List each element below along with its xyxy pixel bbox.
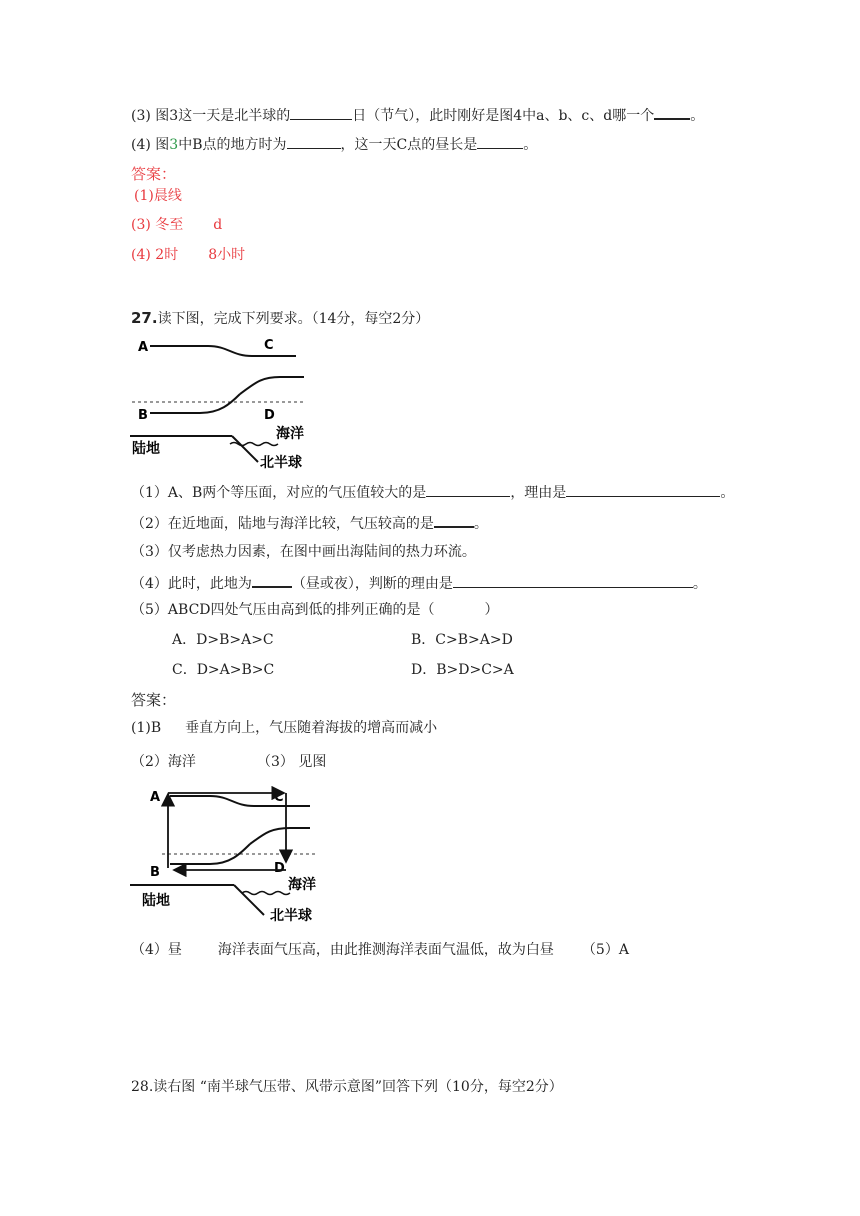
q27-sub5 [131, 600, 499, 620]
figure-label-c: C [264, 338, 274, 353]
answer26-header: 答案： [131, 165, 177, 183]
q26-part4-text-a: (4) 图 [131, 137, 170, 153]
blank-day-length [477, 134, 523, 149]
q27-sub3: （3）仅考虑热力因素，在图中画出海陆间的热力环流。 [131, 544, 476, 560]
answer27-item4 [131, 940, 629, 960]
answer26-item4 [131, 245, 245, 265]
q28-heading: 28.读右图 “南半球气压带、风带示意图”回答下列（10分，每空2分） [131, 1079, 563, 1095]
answer27-item1-label: (1)B [131, 720, 162, 736]
answer27-item1 [131, 718, 437, 738]
blank-local-time [287, 134, 341, 149]
figure-label-a: A [138, 340, 149, 355]
q26-part3-text-b: 日（节气），此时刚好是图4中a、b、c、d哪一个 [352, 108, 655, 124]
q27-sub2-text: （2）在近地面，陆地与海洋比较，气压较高的是 [131, 516, 434, 532]
answer26-item3-label: (3) 冬至 [131, 217, 184, 233]
answer27-item4-text: 海洋表面气压高，由此推测海洋表面气温低，故为白昼 [217, 942, 554, 958]
q26-part4-text-b: 中B点的地方时为 [178, 137, 287, 153]
answer-figure-label-b: B [150, 865, 160, 880]
figure-label-b: B [138, 408, 148, 423]
blank-position [654, 104, 690, 120]
q27-sub1-end: 。 [720, 485, 735, 501]
answer27-item5: （5）A [581, 942, 629, 958]
q26-part4 [131, 134, 537, 155]
q26-part3-text-a: (3) 图3这一天是北半球的 [131, 108, 291, 124]
answer26-item1: (1)晨线 [134, 188, 182, 204]
blank-reason [566, 482, 720, 497]
q27-number: 27. [131, 309, 158, 327]
blank-surface-pressure [434, 512, 474, 528]
answer-figure-label-hemisphere: 北半球 [270, 908, 312, 924]
figure-label-hemisphere: 北半球 [260, 455, 302, 469]
answer-figure-label-d: D [274, 861, 285, 876]
q27-option-b: B．C>B>A>D [411, 632, 513, 648]
q27-sub5-end: ） [484, 602, 499, 618]
q26-part3-end: 。 [690, 108, 705, 124]
q27-sub4 [131, 572, 707, 594]
answer-figure-label-land: 陆地 [142, 893, 170, 909]
q27-sub4-end: 。 [692, 576, 707, 592]
q27-sub4-text-a: （4）此时，此地为 [131, 576, 252, 592]
answer26-item4-label: (4) 2时 [131, 247, 179, 263]
blank-higher-pressure [426, 482, 510, 497]
q26-part4-end: 。 [523, 137, 538, 153]
q27-sub2-end: 。 [473, 516, 488, 532]
figure-label-ocean: 海洋 [276, 426, 304, 442]
answer27-header: 答案： [131, 691, 177, 709]
q27-sub1-text-a: （1）A、B两个等压面，对应的气压值较大的是 [131, 485, 427, 501]
q27-sub2 [131, 512, 488, 534]
q27-option-a: A．D>B>A>C [172, 632, 274, 648]
answer27-circulation-figure [130, 782, 330, 927]
figure-label-d: D [264, 408, 275, 423]
q27-sub5-text: （5）ABCD四处气压由高到低的排列正确的是（ [131, 602, 435, 618]
q26-part3 [131, 104, 704, 126]
blank-judgement-reason [453, 573, 693, 588]
q27-sub4-text-b: （昼或夜），判断的理由是 [291, 576, 453, 592]
answer26-item3-value: d [213, 217, 223, 233]
answer26-item3 [131, 215, 222, 235]
q27-option-c: C．D>A>B>C [172, 662, 275, 678]
answer27-item2: （2）海洋 [131, 754, 196, 770]
q26-part4-text-c: ，这一天C点的昼长是 [340, 137, 478, 153]
q27-intro: 读下图，完成下列要求。（14分，每空2分） [157, 311, 430, 327]
q27-sub1-text-b: ，理由是 [510, 485, 567, 501]
q27-option-d: D．B>D>C>A [411, 662, 514, 678]
figure-label-land: 陆地 [132, 441, 160, 457]
answer26-item4-value: 8小时 [208, 247, 246, 263]
answer-figure-label-c: C [274, 790, 284, 805]
q27-sub1 [131, 482, 734, 503]
q26-figure-number: 3 [169, 137, 179, 153]
blank-day-or-night [252, 572, 292, 588]
q27-isobar-figure [130, 334, 320, 469]
answer-figure-label-a: A [150, 790, 161, 805]
q27-heading [131, 308, 429, 329]
blank-solar-term [290, 105, 352, 120]
answer27-item1-text: 垂直方向上，气压随着海拔的增高而减小 [185, 720, 438, 736]
answer-figure-label-ocean: 海洋 [288, 877, 316, 893]
answer27-item4-label: （4）昼 [131, 942, 182, 958]
answer27-item3: （3） 见图 [257, 754, 327, 770]
